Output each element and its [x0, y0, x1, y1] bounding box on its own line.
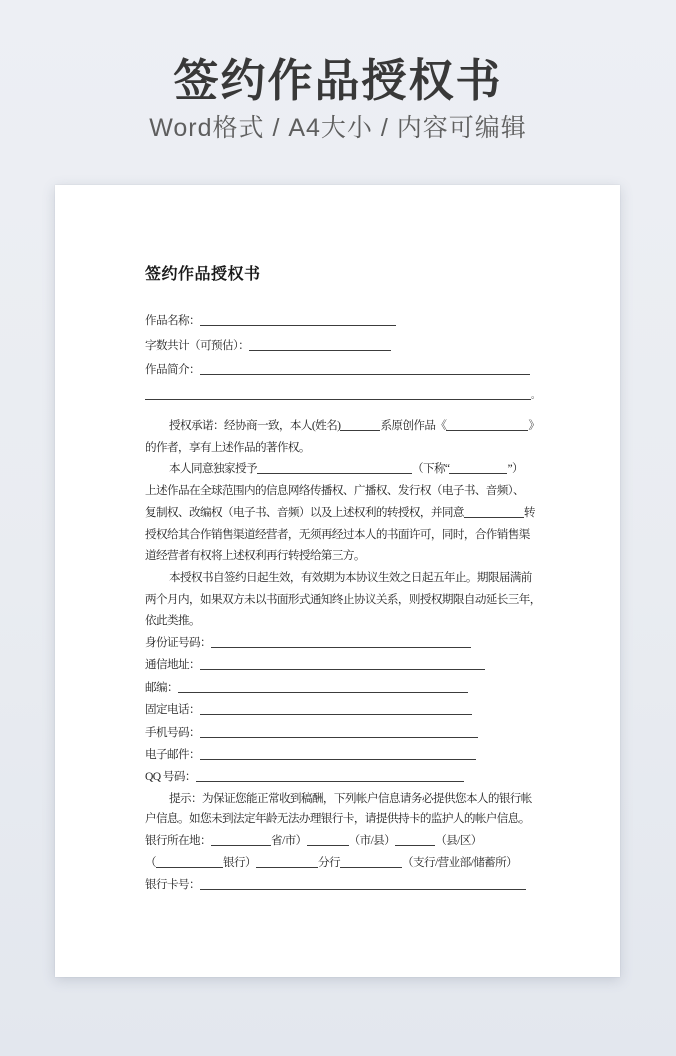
grant-text: （下称“: [411, 462, 450, 476]
field-zip-code: [145, 677, 536, 699]
bank-info-section: [145, 830, 536, 896]
bank-location-text: （县/区）: [435, 833, 482, 847]
field-bank-location: [145, 830, 536, 852]
blank-underline: [211, 635, 471, 648]
bank-location-text: （市/县）: [348, 833, 396, 847]
contact-info-section: [145, 632, 536, 789]
grant-text: 道经营者有权将上述权利再行转授给第三方。: [145, 549, 365, 563]
field-mobile-number: [145, 722, 536, 744]
paragraph-line: [145, 415, 540, 437]
field-word-count-label: 字数共计（可预估）：: [145, 338, 250, 352]
blank-underline: [257, 461, 412, 474]
field-email: [145, 744, 536, 766]
field-qq-number-label: QQ 号码：: [145, 770, 196, 784]
bank-location-text: 省/市）: [270, 833, 307, 847]
paragraph-line: [145, 589, 541, 611]
field-landline-phone-label: 固定电话：: [145, 703, 200, 717]
template-title: 签约作品授权书: [173, 55, 503, 106]
paragraph-line: [145, 610, 536, 632]
blank-underline: [200, 725, 478, 738]
paragraph-line: [145, 545, 536, 567]
paragraph-line: [145, 437, 536, 459]
blank-underline: [200, 877, 526, 890]
payment-hint-paragraph: [145, 789, 536, 830]
intro-tail-punct: 。: [531, 389, 540, 400]
term-text: 两个月内，如果双方未以书面形式通知终止协议关系，则授权期限自动延长三年，: [145, 592, 541, 606]
field-mailing-address: [145, 654, 536, 676]
blank-underline: [464, 505, 524, 518]
field-id-number-label: 身份证号码：: [145, 636, 211, 650]
paragraph-line: [145, 480, 536, 502]
blank-underline: [446, 418, 528, 431]
paragraph-line: [145, 809, 536, 830]
blank-underline: [200, 657, 485, 670]
field-work-name-label: 作品名称：: [145, 314, 200, 327]
field-email-label: 电子邮件：: [145, 748, 200, 762]
bank-branch-text: 分行: [317, 855, 340, 869]
field-bank-card-number-label: 银行卡号：: [145, 877, 200, 891]
field-mailing-address-label: 通信地址：: [145, 658, 200, 672]
blank-underline: [145, 387, 531, 400]
template-header: [0, 0, 676, 142]
authorization-promise-paragraph: [145, 415, 541, 632]
blank-underline: [200, 702, 472, 715]
field-landline-phone: [145, 699, 536, 721]
blank-underline: [200, 747, 476, 760]
blank-underline: [211, 833, 271, 846]
blank-underline: [200, 362, 530, 375]
paragraph-line: [145, 458, 536, 480]
field-qq-number: [145, 766, 536, 788]
field-work-intro-label: 作品简介：: [145, 363, 200, 376]
work-meta-section: [145, 309, 540, 407]
grant-text: 上述作品在全球范围内的信息网络传播权、广播权、发行权（电子书、音频）、: [145, 484, 524, 498]
blank-underline: [178, 680, 468, 693]
promise-text: 系原创作品《: [380, 419, 447, 432]
document-page: [55, 185, 620, 977]
blank-underline: [196, 769, 464, 782]
field-bank-card-number: [145, 874, 536, 896]
blank-underline: [307, 833, 349, 846]
paragraph-line: [145, 502, 536, 524]
grant-text: 授权给其合作销售渠道经营者，无须再经过本人的书面许可，同时，合作销售渠: [145, 527, 530, 541]
paragraph-line: [145, 567, 536, 589]
term-text: 依此类推。: [145, 614, 200, 628]
grant-text: 转: [523, 505, 535, 519]
paragraph-line: [145, 524, 536, 546]
field-work-intro-overflow: [145, 383, 540, 408]
field-zip-code-label: 邮编：: [145, 680, 178, 694]
blank-underline: [340, 418, 380, 431]
bank-branch-text: （支行/营业部/储蓄所）: [401, 855, 518, 869]
blank-underline: [395, 833, 435, 846]
hint-text: 提示：为保证您能正常收到稿酬，下列帐户信息请务必提供您本人的银行帐: [169, 791, 532, 805]
paragraph-line: [145, 789, 536, 810]
blank-underline: [449, 461, 507, 474]
grant-text: 复制权、改编权（电子书、音频）以及上述权利的转授权，并同意: [145, 505, 464, 519]
bank-branch-text: 银行）: [223, 855, 256, 869]
promise-text: 》: [528, 419, 540, 432]
blank-underline: [340, 855, 402, 868]
field-mobile-number-label: 手机号码：: [145, 725, 200, 739]
document-content: [145, 265, 541, 896]
blank-underline: [256, 855, 318, 868]
field-bank-location-label: 银行所在地：: [145, 833, 211, 847]
promise-text: 授权承诺：经协商一致，本人(姓名): [169, 419, 341, 432]
promise-text: 的作者，享有上述作品的著作权。: [145, 440, 310, 454]
field-bank-branch: [145, 852, 536, 874]
bank-branch-text: （: [145, 855, 156, 869]
template-subtitle: Word格式 / A4大小 / 内容可编辑: [149, 114, 527, 142]
field-work-intro: [145, 358, 536, 383]
grant-text: ”）: [507, 462, 524, 476]
blank-underline: [249, 338, 391, 351]
field-work-name: [145, 309, 536, 334]
field-word-count: [145, 334, 536, 359]
field-id-number: [145, 632, 536, 654]
term-text: 本授权书自签约日起生效，有效期为本协议生效之日起五年止。期限届满前: [169, 570, 532, 584]
blank-underline: [200, 313, 396, 326]
grant-text: 本人同意独家授予: [169, 462, 257, 476]
document-title: 签约作品授权书: [145, 266, 261, 283]
blank-underline: [156, 855, 223, 868]
hint-text: 户信息。如您未到法定年龄无法办理银行卡，请提供持卡的监护人的帐户信息。: [145, 812, 530, 826]
